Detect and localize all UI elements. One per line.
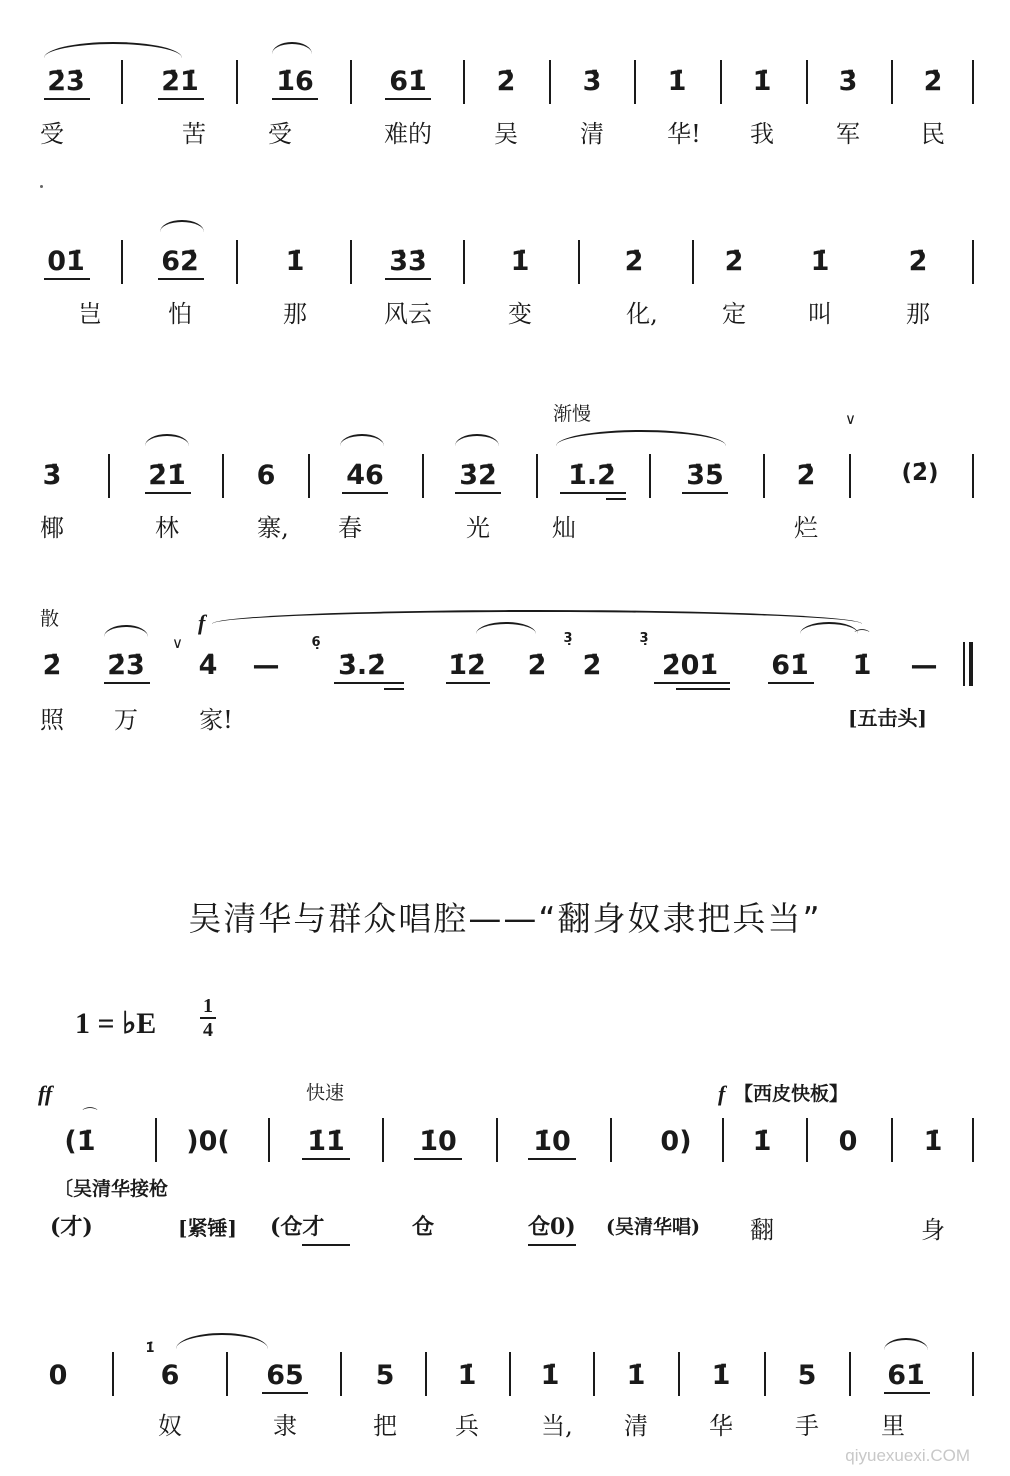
underline xyxy=(560,492,626,494)
note: 5 xyxy=(375,1360,395,1391)
percussion-cue: 仓0) xyxy=(528,1214,576,1240)
barline xyxy=(549,60,551,104)
note: 1̇ xyxy=(852,650,872,681)
barline xyxy=(972,1118,974,1162)
barline xyxy=(121,60,123,104)
barline xyxy=(891,60,893,104)
barline xyxy=(649,454,651,498)
barline xyxy=(268,1118,270,1162)
key-signature: 1 = ♭E xyxy=(75,1007,157,1040)
lyric: 怕 xyxy=(168,300,192,328)
lyric: 化, xyxy=(626,300,658,328)
barline xyxy=(891,1118,893,1162)
slur xyxy=(556,430,726,446)
barline xyxy=(308,454,310,498)
lyric: 岂 xyxy=(78,300,102,328)
long-slur xyxy=(212,610,862,624)
dynamic-mark: f xyxy=(718,1081,726,1106)
note: 1̇ xyxy=(510,246,530,277)
underline xyxy=(302,1158,350,1160)
underline xyxy=(385,98,431,100)
underline xyxy=(455,492,501,494)
grace-note: 3̣ xyxy=(563,631,573,646)
lyric: 我 xyxy=(750,120,774,148)
lyric: 苦 xyxy=(182,120,206,148)
slur xyxy=(176,1333,268,1349)
percussion-cue: [紧锤] xyxy=(178,1216,237,1240)
note: — xyxy=(910,650,938,681)
fermata: ⌒ xyxy=(854,628,870,646)
note: 2̇1̇ xyxy=(148,460,186,491)
lyric: 清 xyxy=(624,1412,648,1440)
lyric: 隶 xyxy=(273,1412,297,1440)
barline xyxy=(610,1118,612,1162)
barline xyxy=(236,240,238,284)
barline xyxy=(972,60,974,104)
note: 6 xyxy=(256,460,276,491)
underline xyxy=(302,1244,350,1246)
barline xyxy=(350,60,352,104)
watermark: qiyuexuexi.COM xyxy=(845,1446,970,1465)
note: 3̇ xyxy=(42,460,62,491)
slur xyxy=(884,1338,928,1350)
underline xyxy=(528,1244,576,1246)
barline xyxy=(350,240,352,284)
note: 0) xyxy=(660,1126,692,1157)
note: 3̇ xyxy=(582,66,602,97)
barline xyxy=(578,240,580,284)
slur xyxy=(272,42,312,54)
note: 0 xyxy=(48,1360,68,1391)
barline xyxy=(764,1352,766,1396)
lyric: 民 xyxy=(921,120,945,148)
underline xyxy=(768,682,814,684)
note: (2̇) xyxy=(901,460,939,486)
barline xyxy=(121,240,123,284)
barline xyxy=(720,60,722,104)
tempo-mark: 快速 xyxy=(306,1082,345,1104)
time-signature xyxy=(200,996,216,1040)
lyric: 翻 xyxy=(750,1216,774,1244)
barline xyxy=(425,1352,427,1396)
lyric: 把 xyxy=(373,1412,397,1440)
lyric: 难的 xyxy=(384,120,432,148)
barline xyxy=(236,60,238,104)
barline xyxy=(722,1118,724,1162)
lyric: 那 xyxy=(906,300,930,328)
barline xyxy=(849,1352,851,1396)
slur xyxy=(44,42,182,58)
note: 1̇6 xyxy=(276,66,314,97)
underline xyxy=(446,682,490,684)
note: 3̇ xyxy=(838,66,858,97)
percussion-cue: 仓 xyxy=(412,1214,435,1240)
note: 65 xyxy=(266,1360,304,1391)
note: 4̇6 xyxy=(346,460,384,491)
lyric: 兵 xyxy=(455,1412,479,1440)
lyric: 华! xyxy=(667,120,701,148)
note: (1̇ xyxy=(64,1126,96,1157)
note: 2̇ xyxy=(582,650,602,681)
barline xyxy=(463,240,465,284)
lyric: 清 xyxy=(580,120,604,148)
barline xyxy=(806,1118,808,1162)
note: 1̇0 xyxy=(419,1126,457,1157)
underline xyxy=(682,492,728,494)
lyric: 那 xyxy=(283,300,307,328)
lyric: 家! xyxy=(199,706,233,734)
barline xyxy=(222,454,224,498)
barline xyxy=(226,1352,228,1396)
underline xyxy=(44,98,90,100)
slur xyxy=(160,220,204,232)
note: 2̇1̇ xyxy=(161,66,199,97)
note: 5 xyxy=(797,1360,817,1391)
lyric: 里 xyxy=(881,1412,905,1440)
note: 61̇ xyxy=(771,650,809,681)
barline xyxy=(496,1118,498,1162)
note: 1̇ xyxy=(711,1360,731,1391)
barline xyxy=(155,1118,157,1162)
underline xyxy=(104,682,150,684)
grace-note: 6̣ xyxy=(311,635,321,650)
underline xyxy=(334,682,404,684)
note: 62̇ xyxy=(161,246,199,277)
note: )0( xyxy=(186,1126,230,1157)
lyric: 受 xyxy=(268,120,292,148)
underline xyxy=(145,492,191,494)
dynamic-mark: ff xyxy=(38,1081,53,1106)
note: 2̇ xyxy=(624,246,644,277)
barline xyxy=(692,240,694,284)
barline xyxy=(422,454,424,498)
breath-mark: ∨ xyxy=(845,410,856,428)
note: 3̇3̇ xyxy=(389,246,427,277)
underline xyxy=(884,1392,930,1394)
lyric: 军 xyxy=(836,120,860,148)
note: 1̇1̇ xyxy=(307,1126,345,1157)
lyric: 定 xyxy=(722,300,746,328)
note: 1̇ xyxy=(667,66,687,97)
lyric: 烂 xyxy=(794,514,818,542)
lyric: 林 xyxy=(155,514,179,542)
dynamic-mark: f xyxy=(198,610,206,635)
time-signature-top: 1 xyxy=(203,995,213,1017)
barline xyxy=(593,1352,595,1396)
underline xyxy=(528,1158,576,1160)
underline xyxy=(158,98,204,100)
barline xyxy=(536,454,538,498)
grace-note: 1̇ xyxy=(145,1341,155,1356)
lyric: 灿 xyxy=(552,514,576,542)
note: 2̇ xyxy=(796,460,816,491)
note: 2̇01̇ xyxy=(661,650,719,681)
underline xyxy=(384,688,404,690)
percussion-cue: (仓才 xyxy=(270,1214,325,1240)
lyric: 春 xyxy=(338,514,362,542)
slur xyxy=(340,434,384,446)
barline xyxy=(972,1352,974,1396)
underline xyxy=(385,278,431,280)
lyric: 椰 xyxy=(40,514,64,542)
barline xyxy=(340,1352,342,1396)
note: 2̇ xyxy=(724,246,744,277)
lyric: 当, xyxy=(541,1412,573,1440)
slur xyxy=(145,434,189,446)
lyric: 受 xyxy=(40,120,64,148)
barline xyxy=(634,60,636,104)
note: 3̇5̇ xyxy=(686,460,724,491)
note: — xyxy=(252,650,280,681)
barline xyxy=(849,454,851,498)
barline xyxy=(972,240,974,284)
lyric: 寨, xyxy=(257,514,289,542)
underline xyxy=(158,278,204,280)
slur xyxy=(455,434,499,446)
lyric: 身 xyxy=(921,1216,945,1244)
fermata: ⌒ xyxy=(82,1106,98,1124)
note: 2̇3̇ xyxy=(107,650,145,681)
note: 4̇ xyxy=(198,650,218,681)
note: 1̇ xyxy=(285,246,305,277)
percussion-cue: (才) xyxy=(50,1214,93,1240)
note: 3̇2̇ xyxy=(459,460,497,491)
lyric: 万 xyxy=(114,706,138,734)
note: 1̇ xyxy=(626,1360,646,1391)
grace-note: 3̣ xyxy=(639,631,649,646)
lyric: 华 xyxy=(709,1412,733,1440)
final-barline xyxy=(963,642,965,686)
note: 1̇ xyxy=(752,66,772,97)
lyric: 叫 xyxy=(808,300,832,328)
underline xyxy=(676,688,730,690)
note: 1̇ xyxy=(540,1360,560,1391)
stage-direction: 〔吴清华接枪 xyxy=(54,1178,169,1200)
note: 1̇.2̇ xyxy=(568,460,616,491)
note: 1̇ xyxy=(923,1126,943,1157)
note: 2̇ xyxy=(42,650,62,681)
percussion-cue: [五击头] xyxy=(848,706,927,730)
underline xyxy=(606,498,626,500)
note: 1̇ xyxy=(752,1126,772,1157)
barline xyxy=(463,60,465,104)
note: 61̇ xyxy=(887,1360,925,1391)
note: 3̇.2̇ xyxy=(338,650,386,681)
barline xyxy=(678,1352,680,1396)
note: 2̇ xyxy=(496,66,516,97)
breath-mark: ∨ xyxy=(172,634,183,652)
lyric: 奴 xyxy=(158,1412,182,1440)
note: 1̇ xyxy=(457,1360,477,1391)
note: 0 xyxy=(838,1126,858,1157)
lyric: 光 xyxy=(466,514,490,542)
underline xyxy=(414,1158,462,1160)
underline xyxy=(654,682,730,684)
barline xyxy=(806,60,808,104)
note: 1̇0 xyxy=(533,1126,571,1157)
note: 2̇ xyxy=(923,66,943,97)
note: 2̇ xyxy=(908,246,928,277)
barline xyxy=(972,454,974,498)
stray-dot xyxy=(40,185,43,188)
note: 2̇3̇ xyxy=(47,66,85,97)
song-title: 吴清华与群众唱腔——“翻身奴隶把兵当” xyxy=(188,899,822,938)
note: 6 xyxy=(160,1360,180,1391)
tempo-mark: 渐慢 xyxy=(553,403,592,425)
lyric: 照 xyxy=(40,706,64,734)
tempo-mark: 散 xyxy=(40,608,60,630)
final-barline xyxy=(969,642,973,686)
note: 1̇ xyxy=(810,246,830,277)
barline xyxy=(108,454,110,498)
barline xyxy=(763,454,765,498)
underline xyxy=(342,492,388,494)
slur xyxy=(104,625,148,637)
time-signature-bottom: 4 xyxy=(203,1019,213,1041)
note: 61̇ xyxy=(389,66,427,97)
note: 2̇ xyxy=(527,650,547,681)
note: 1̇2̇ xyxy=(448,650,486,681)
section-mark: 【西皮快板】 xyxy=(734,1083,849,1105)
barline xyxy=(112,1352,114,1396)
lyric: 风云 xyxy=(384,300,432,328)
underline xyxy=(262,1392,308,1394)
underline xyxy=(44,278,90,280)
lyric: 手 xyxy=(795,1412,819,1440)
singer-cue: (吴清华唱) xyxy=(606,1216,700,1238)
lyric: 吴 xyxy=(494,120,518,148)
note: 01̇ xyxy=(47,246,85,277)
barline xyxy=(382,1118,384,1162)
underline xyxy=(272,98,318,100)
lyric: 变 xyxy=(508,300,532,328)
barline xyxy=(509,1352,511,1396)
